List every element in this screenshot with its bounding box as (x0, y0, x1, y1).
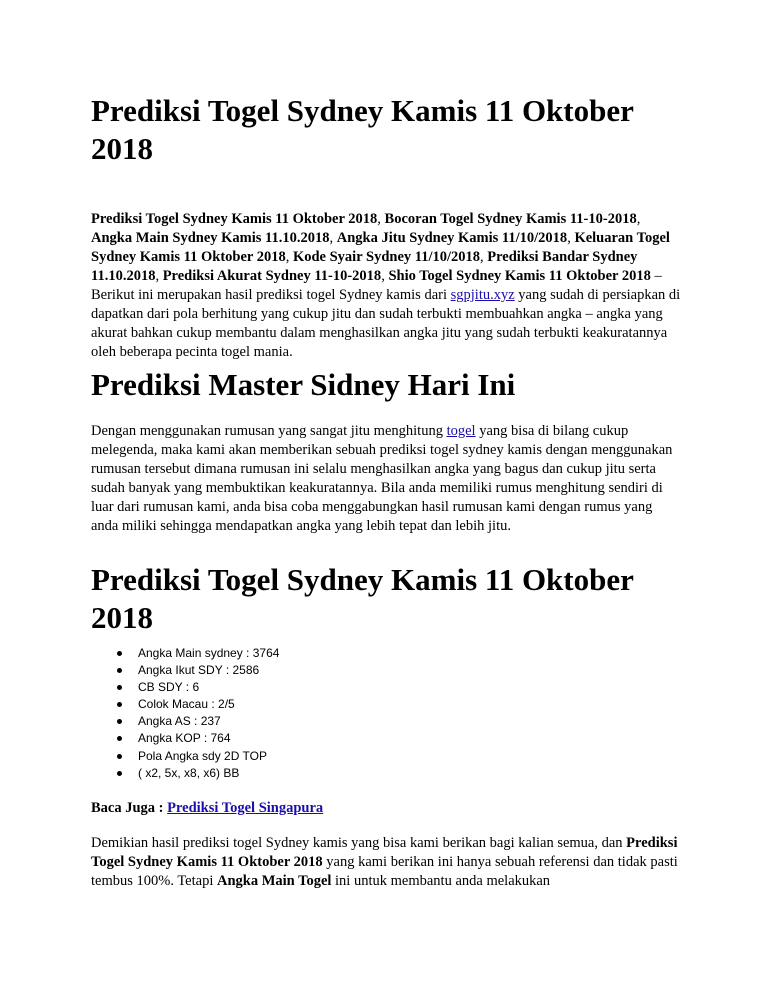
keyword: Angka Main Sydney Kamis 11.10.2018 (91, 230, 330, 246)
keyword: Shio Togel Sydney Kamis 11 Oktober 2018 (388, 268, 651, 284)
intro-paragraph: Prediksi Togel Sydney Kamis 11 Oktober 2018, Bocoran Togel Sydney Kamis 11-10-2018, Angka Main Sydney Kamis 11.10.2018, Angka Jitu Sydney Kamis 11/10/2018, Keluaran Togel Sydney Kamis 11 Oktober 2018, Kode Syair Sydney 11/10/2018, Prediksi Bandar Sydney 11.10.2018, Prediksi Akurat Sydney 11-10-2018, Shio Togel Sydney Kamis 11 Oktober 2018 – Berikut ini merupakan hasil prediksi togel Sydney kamis dari sgpjitu.xyz yang sudah di persiapkan di dapatkan dari pola berhitung yang cukup jitu dan sudah terbukti membuahkan angka – angka yang akurat bahkan cukup membantu dalam menghasilkan angka jitu yang sudah terbukti keakuratannya oleh beberapa pecinta togel mania. (91, 211, 681, 360)
togel-link[interactable]: togel (446, 423, 476, 439)
section-heading-master: Prediksi Master Sidney Hari Ini (91, 367, 516, 402)
list-item-text: Colok Macau : 2/5 (138, 697, 235, 712)
bullet-icon (117, 754, 122, 759)
sgpjitu-link[interactable]: sgpjitu.xyz (450, 287, 515, 303)
page-title: Prediksi Togel Sydney Kamis 11 Oktober 2018 (91, 93, 634, 166)
list-item (91, 696, 279, 713)
list-item (91, 679, 279, 696)
list-item (91, 748, 279, 765)
bullet-icon (117, 651, 122, 656)
keyword: Prediksi Togel Sydney Kamis 11 Oktober 2018 (91, 211, 378, 227)
list-item-text: Angka AS : 237 (138, 714, 221, 729)
list-item (91, 645, 279, 662)
master-text: Dengan menggunakan rumusan yang sangat jitu menghitung (91, 423, 447, 439)
closing-paragraph (91, 834, 681, 891)
closing-bold-2: Angka Main Togel (216, 873, 332, 889)
list-item-text: Angka Main sydney : 3764 (138, 646, 280, 660)
closing-text: Demikian hasil prediksi togel Sydney kamis yang bisa kami berikan bagi kalian semua, dan (91, 835, 627, 851)
prediksi-singapura-link-text: Prediksi Togel Singapura (167, 800, 324, 816)
keyword: Prediksi Akurat Sydney 11-10-2018 (162, 268, 382, 284)
list-item (91, 730, 279, 747)
prediksi-singapura-link[interactable] (167, 800, 323, 816)
master-text-cont: yang bisa di bilang cukup melegenda, maka kami akan memberikan sebuah prediksi togel sydney kamis dengan menggunakan rumusan tersebut dimana rumusan ini selalu menghasilkan angka yang bagus dan cukup jitu serta sudah banyak yang membuktikan keakuratannya. Bila anda memiliki rumus menghitung sendiri di luar dari rumusan kami, anda bisa coba menggabungkan hasil rumusan kami dengan rumus yang anda miliki sehingga mendapatkan angka yang lebih tepat dan lebih jitu. (91, 423, 673, 534)
list-item-text: ( x2, 5x, x8, x6) BB (138, 765, 240, 780)
keyword: Kode Syair Sydney 11/10/2018 (292, 249, 481, 265)
list-item-text: CB SDY : 6 (138, 680, 200, 695)
list-item-text: Angka Ikut SDY : 2586 (138, 663, 260, 678)
keyword: Bocoran Togel Sydney Kamis 11-10-2018 (384, 211, 637, 227)
keyword: Prediksi Bandar Sydney 11.10.2018 (91, 249, 638, 284)
list-item (91, 713, 279, 730)
intro-text-cont: yang sudah di persiapkan di dapatkan dari pola berhitung yang cukup jitu dan sudah terbukti membuahkan angka – angka yang akurat bahkan cukup membantu dalam menghasilkan angka jitu yang sudah terbukti keakuratannya oleh beberapa pecinta togel mania. (91, 287, 681, 360)
intro-text: – Berikut ini merupakan hasil prediksi togel Sydney kamis dari (91, 268, 662, 303)
keyword: Keluaran Togel Sydney Kamis 11 Oktober 2018 (91, 230, 670, 265)
list-item-text: Angka KOP : 764 (138, 731, 231, 746)
bullet-icon (117, 771, 122, 776)
baca-juga-label: Baca Juga : (91, 800, 168, 816)
bullet-icon (117, 685, 122, 690)
closing-text-cont: yang kami berikan ini hanya sebuah referensi dan tidak pasti tembus 100%. Tetapi (91, 854, 678, 889)
closing-bold: Prediksi Togel Sydney Kamis 11 Oktober 2018 (91, 835, 678, 870)
closing-text-end: ini untuk membantu anda melakukan (331, 873, 551, 889)
list-item (91, 662, 279, 679)
prediction-list (91, 645, 279, 782)
list-item (91, 765, 279, 782)
keyword: Angka Jitu Sydney Kamis 11/10/2018 (336, 230, 568, 246)
bullet-icon (117, 736, 122, 741)
baca-juga-line (91, 799, 681, 818)
bullet-icon (117, 719, 122, 724)
bullet-icon (117, 668, 122, 673)
list-item-text: Pola Angka sdy 2D TOP (138, 748, 267, 763)
section-heading-prediksi: Prediksi Togel Sydney Kamis 11 Oktober 2018 (91, 562, 634, 635)
bullet-icon (117, 702, 122, 707)
master-paragraph (91, 422, 681, 536)
